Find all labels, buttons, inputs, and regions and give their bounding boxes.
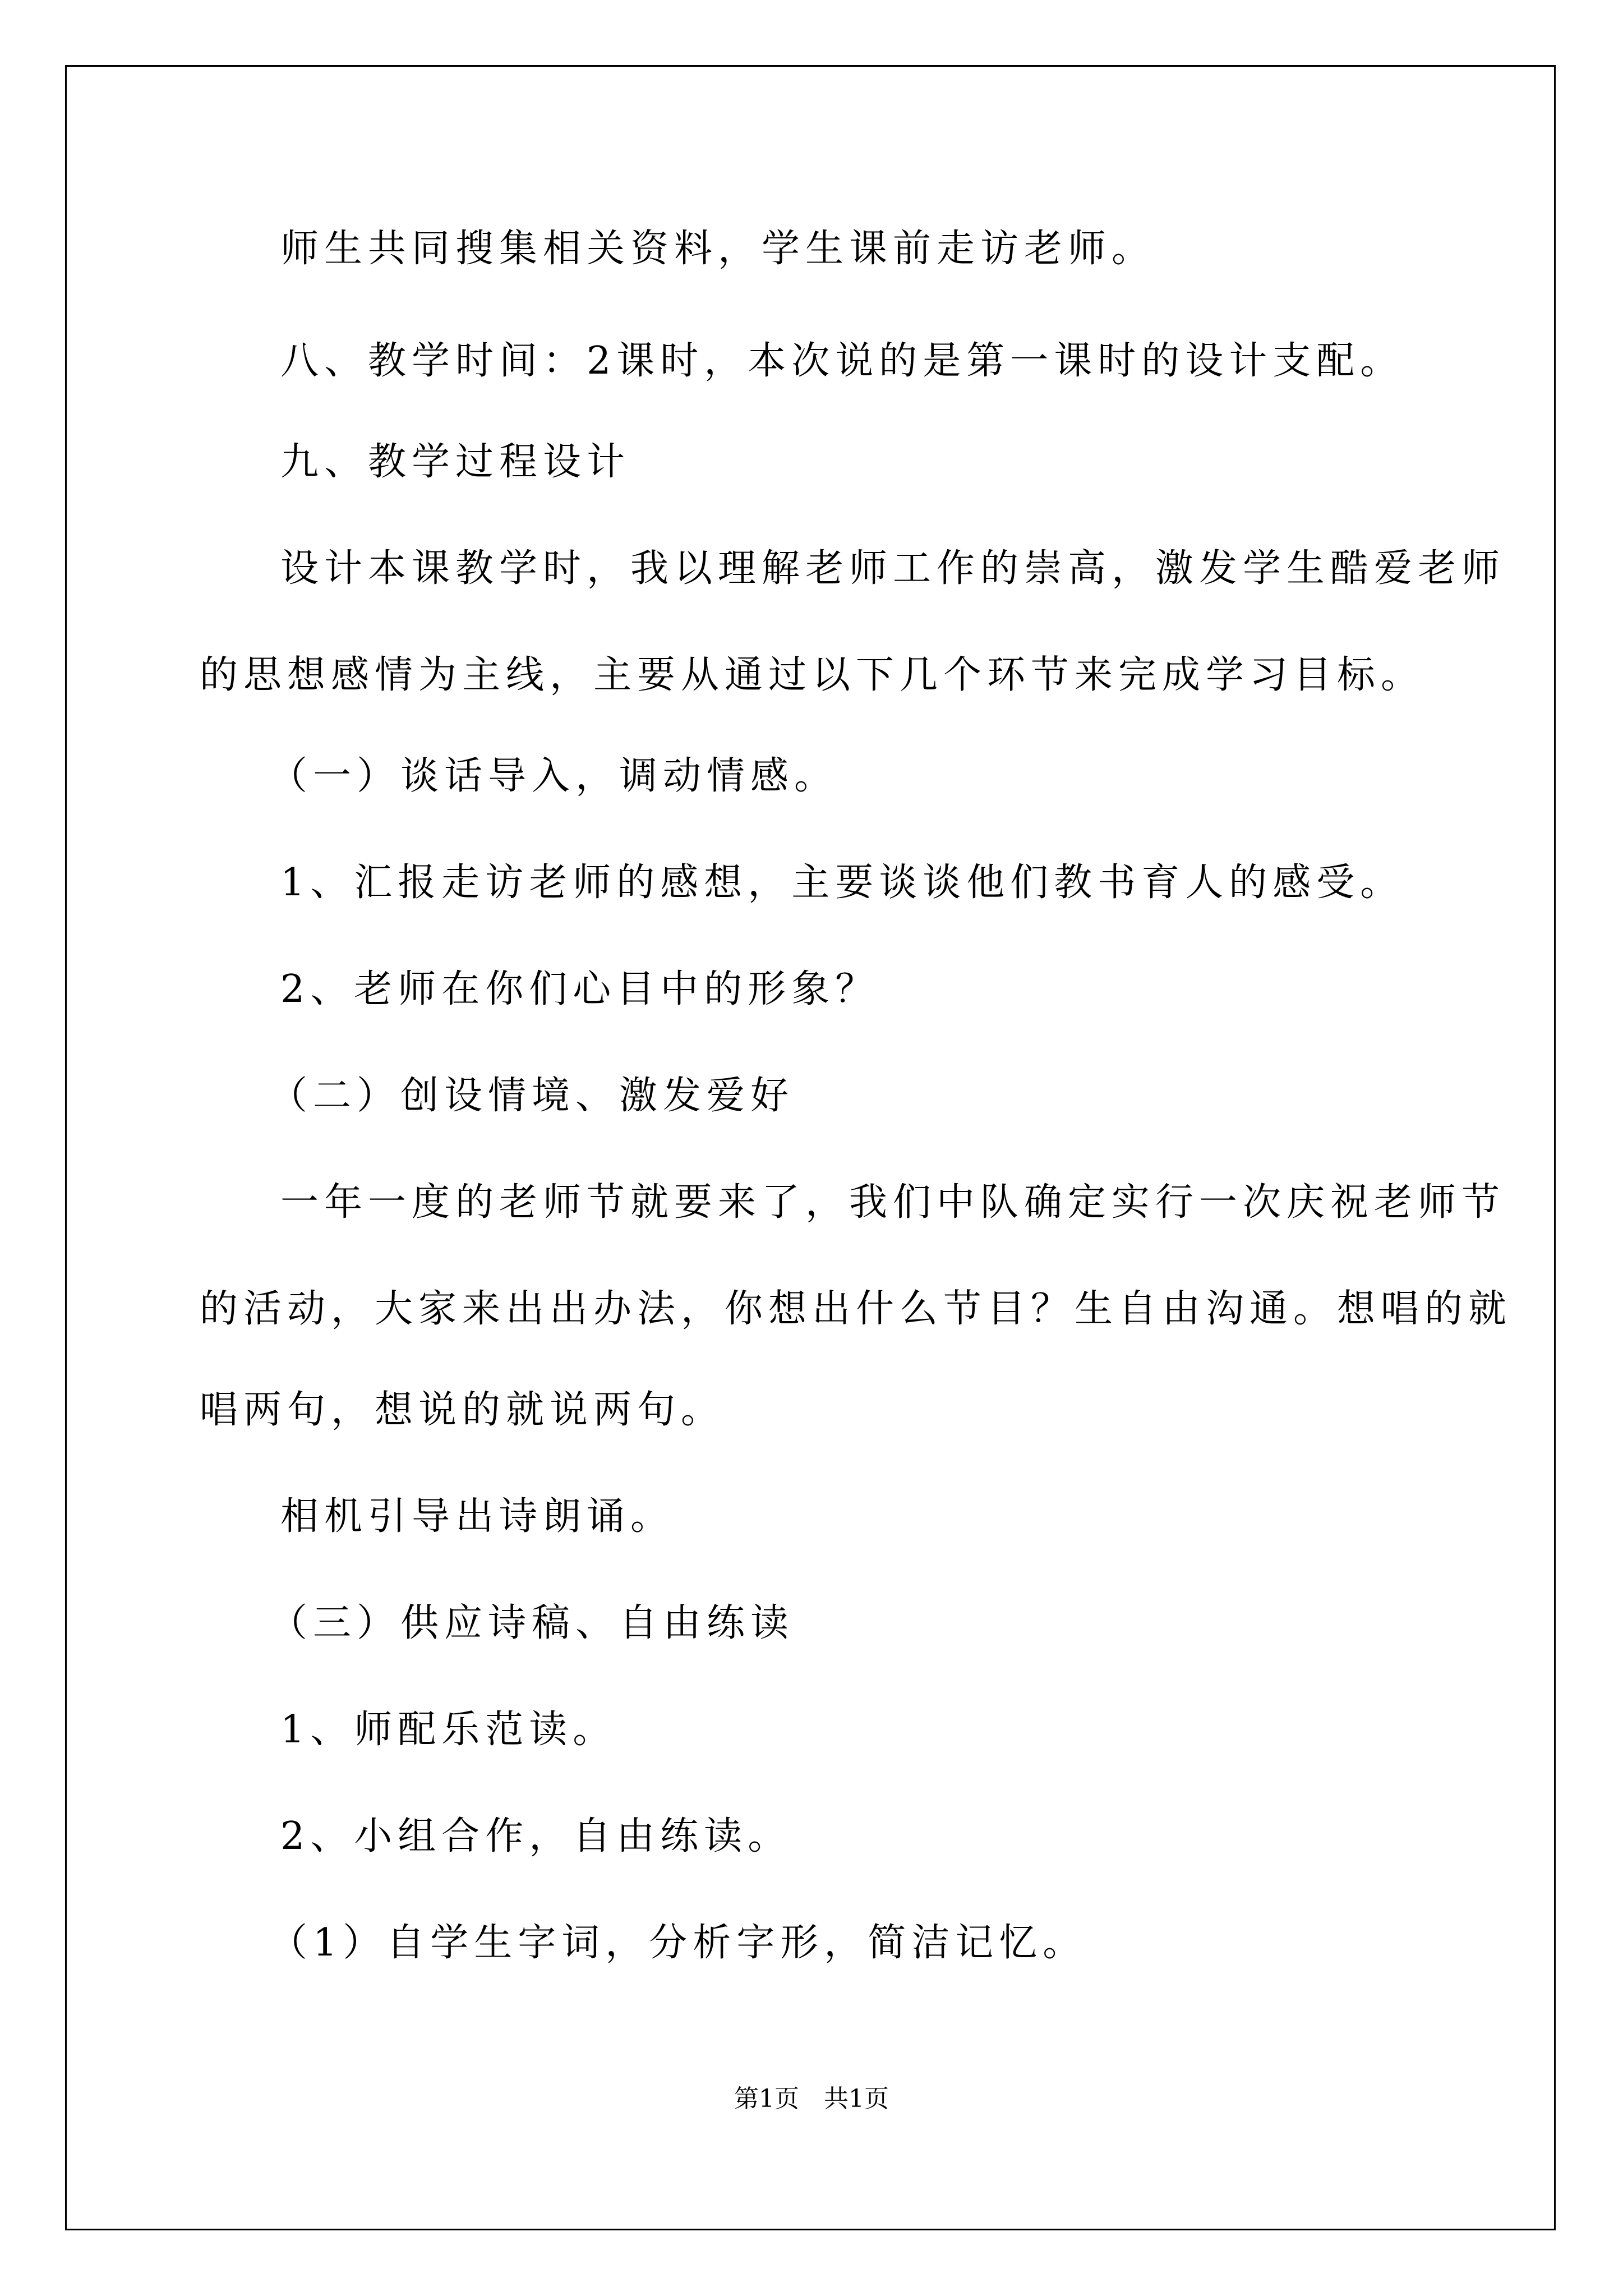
paragraph-line: 的活动，大家来出出办法，你想出什么节目？生自由沟通。想唱的就 — [200, 1287, 1513, 1331]
paragraph-line: 设计本课教学时，我以理解老师工作的崇高，激发学生酷爱老师 — [280, 546, 1506, 591]
paragraph-heading: （二）创设情境、激发爱好 — [269, 1074, 795, 1118]
paragraph-line: 1、汇报走访老师的感想，主要谈谈他们教书育人的感受。 — [280, 861, 1404, 905]
page-border — [65, 65, 1556, 2230]
page-number: 第1页 — [734, 2085, 799, 2113]
paragraph-line: （1）自学生字词，分析字形，简洁记忆。 — [269, 1921, 1087, 1965]
paragraph-heading: （一）谈话导入，调动情感。 — [269, 754, 838, 798]
page-footer — [0, 2087, 1623, 2111]
paragraph-line: 一年一度的老师节就要来了，我们中队确定实行一次庆祝老师节 — [280, 1180, 1506, 1225]
paragraph-line: 相机引导出诗朗诵。 — [280, 1494, 675, 1539]
paragraph-line: 2、老师在你们心目中的形象？ — [280, 967, 879, 1011]
paragraph-line: 1、师配乐范读。 — [280, 1708, 617, 1752]
paragraph-line: 唱两句，想说的就说两句。 — [200, 1388, 725, 1432]
paragraph-line: 八、教学时间：2课时，本次说的是第一课时的设计支配。 — [280, 339, 1404, 383]
paragraph-line: 的思想感情为主线，主要从通过以下几个环节来完成学习目标。 — [200, 653, 1425, 697]
paragraph-line: 2、小组合作，自由练读。 — [280, 1814, 792, 1858]
paragraph-heading: 九、教学过程设计 — [280, 440, 631, 484]
page-total: 共1页 — [824, 2085, 889, 2113]
paragraph-heading: （三）供应诗稿、自由练读 — [269, 1601, 795, 1645]
paragraph-line: 师生共同搜集相关资料，学生课前走访老师。 — [280, 227, 1156, 271]
